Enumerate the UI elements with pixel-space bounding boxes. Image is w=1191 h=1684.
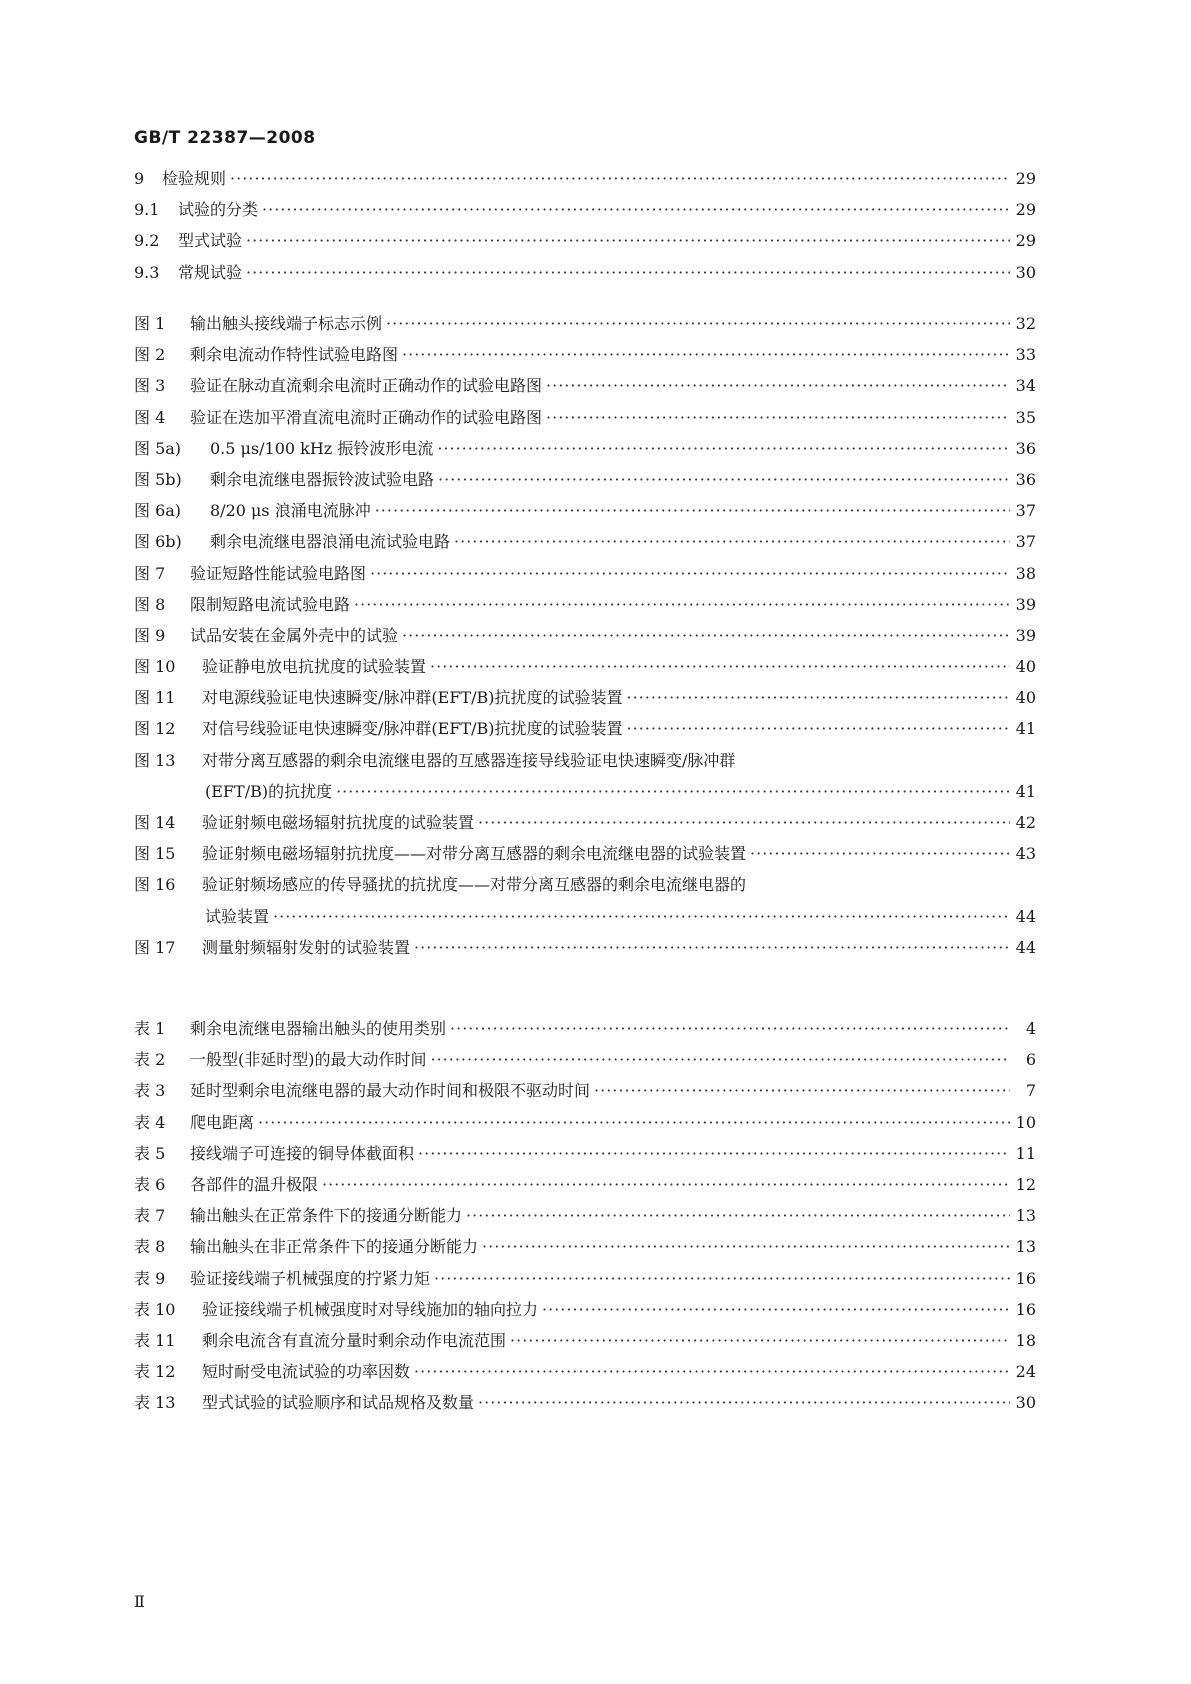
toc-entry[interactable]	[134, 498, 1036, 529]
entry-number: 图 2	[134, 345, 166, 365]
dot-leader	[246, 231, 1010, 250]
entry-page: 18	[1015, 1330, 1036, 1350]
entry-title: 验证在迭加平滑直流电流时正确动作的试验电路图	[190, 407, 543, 427]
entry-title-continuation: (EFT/B)的抗扰度	[205, 781, 333, 801]
entry-page: 10	[1015, 1112, 1036, 1132]
entry-page: 38	[1015, 563, 1036, 583]
toc-entry[interactable]	[134, 342, 1036, 373]
entry-page: 29	[1015, 200, 1036, 220]
entry-title: 验证接线端子机械强度时对导线施加的轴向拉力	[202, 1299, 539, 1319]
dot-leader	[431, 1050, 1011, 1069]
entry-title: 输出触头在非正常条件下的接通分断能力	[190, 1237, 479, 1257]
dot-leader	[510, 1331, 1010, 1350]
entry-title: 常规试验	[178, 262, 243, 282]
entry-title: 检验规则	[162, 169, 227, 188]
entry-number: 图 5a)	[134, 438, 182, 458]
entry-page: 13	[1015, 1237, 1036, 1257]
entry-page: 24	[1015, 1362, 1036, 1382]
entry-page: 40	[1015, 657, 1036, 677]
entry-number: 图 8	[134, 594, 166, 614]
toc-entry[interactable]	[134, 373, 1036, 404]
entry-page: 39	[1015, 594, 1036, 614]
entry-title: 限制短路电流试验电路	[190, 594, 351, 614]
entry-title: 一般型(非延时型)的最大动作时间	[190, 1050, 427, 1070]
entry-title: 试品安装在金属外壳中的试验	[190, 625, 399, 645]
entry-title: 对信号线验证电快速瞬变/脉冲群(EFT/B)抗扰度的试验装置	[202, 719, 623, 739]
dot-leader	[230, 169, 1010, 188]
entry-title: 型式试验	[178, 231, 243, 251]
dot-leader	[414, 1362, 1010, 1381]
dot-leader	[434, 1269, 1010, 1288]
entry-number: 表 2	[134, 1050, 166, 1070]
entry-page: 16	[1015, 1299, 1036, 1319]
dot-leader	[626, 719, 1010, 738]
toc-entry[interactable]	[134, 748, 1036, 779]
entry-number: 图 12	[134, 719, 176, 739]
toc-entry[interactable]	[134, 405, 1036, 436]
entry-title: 剩余电流继电器输出触头的使用类别	[190, 1019, 447, 1038]
dot-leader	[454, 532, 1010, 551]
toc-entry[interactable]	[134, 311, 1036, 342]
document-id: GB/T 22387—2008	[134, 128, 316, 148]
dot-leader	[626, 688, 1010, 707]
dot-leader	[546, 408, 1010, 427]
entry-number: 9	[134, 169, 145, 188]
toc-entry[interactable]	[134, 260, 1036, 291]
entry-page: 11	[1015, 1143, 1036, 1163]
entry-page: 35	[1015, 407, 1036, 427]
entry-number: 9.3	[134, 262, 160, 282]
entry-page: 16	[1015, 1268, 1036, 1288]
dot-leader	[402, 626, 1010, 645]
entry-page: 41	[1015, 781, 1036, 801]
entry-page: 43	[1015, 844, 1036, 864]
entry-page: 7	[1025, 1081, 1036, 1101]
toc-entry[interactable]	[134, 1359, 1036, 1390]
entry-title: 8/20 μs 浪涌电流脉冲	[210, 501, 371, 521]
entry-number: 图 11	[134, 688, 176, 708]
entry-title: 各部件的温升极限	[190, 1174, 319, 1194]
entry-number: 图 7	[134, 563, 166, 583]
entry-number: 表 8	[134, 1237, 166, 1257]
toc-tables	[134, 1016, 1036, 1421]
entry-title-continuation: 试验装置	[205, 906, 270, 926]
entry-number: 图 15	[134, 844, 176, 864]
dot-leader	[437, 439, 1010, 458]
entry-number: 图 16	[134, 875, 176, 895]
entry-number: 表 10	[134, 1299, 176, 1319]
dot-leader	[322, 1175, 1010, 1194]
entry-title: 型式试验的试验顺序和试品规格及数量	[202, 1393, 475, 1413]
toc-entry[interactable]	[134, 1110, 1036, 1141]
entry-page: 44	[1015, 906, 1036, 926]
entry-number: 图 17	[134, 937, 176, 957]
entry-title: 验证射频电磁场辐射抗扰度——对带分离互感器的剩余电流继电器的试验装置	[202, 844, 747, 864]
entry-page: 36	[1015, 438, 1036, 458]
entry-title: 验证接线端子机械强度的拧紧力矩	[190, 1268, 431, 1288]
entry-title: 验证短路性能试验电路图	[190, 563, 367, 583]
entry-number: 图 4	[134, 407, 166, 427]
page-folio: Ⅱ	[134, 1592, 145, 1611]
dot-leader	[546, 376, 1010, 395]
toc-entry[interactable]	[134, 561, 1036, 592]
entry-page: 29	[1015, 231, 1036, 251]
entry-title: 剩余电流继电器振铃波试验电路	[210, 469, 435, 489]
entry-title: 接线端子可连接的铜导体截面积	[190, 1143, 415, 1163]
toc-entry[interactable]	[134, 1203, 1036, 1234]
toc-entry[interactable]	[134, 1266, 1036, 1297]
toc-entry[interactable]	[134, 1172, 1036, 1203]
entry-number: 表 13	[134, 1393, 176, 1413]
entry-title: 输出触头接线端子标志示例	[190, 314, 383, 333]
toc-entry[interactable]	[134, 872, 1036, 903]
entry-title: 0.5 μs/100 kHz 振铃波形电流	[210, 438, 434, 458]
toc-chapters	[134, 166, 1036, 291]
toc-entry[interactable]	[134, 1234, 1036, 1265]
entry-number: 图 6b)	[134, 532, 182, 552]
dot-leader	[402, 345, 1010, 364]
entry-title: 验证静电放电抗扰度的试验装置	[202, 657, 427, 677]
entry-number: 图 9	[134, 625, 166, 645]
dot-leader	[478, 1393, 1010, 1412]
entry-title: 对电源线验证电快速瞬变/脉冲群(EFT/B)抗扰度的试验装置	[202, 688, 623, 708]
dot-leader	[273, 907, 1010, 926]
dot-leader	[438, 470, 1010, 489]
toc-entry[interactable]	[134, 1047, 1036, 1078]
entry-number: 表 3	[134, 1081, 166, 1101]
entry-number: 表 4	[134, 1112, 166, 1132]
toc-entry[interactable]	[134, 841, 1036, 872]
toc-entry[interactable]	[134, 1078, 1036, 1109]
toc-entry[interactable]	[134, 1141, 1036, 1172]
entry-title: 输出触头在正常条件下的接通分断能力	[190, 1206, 463, 1226]
entry-page: 42	[1015, 813, 1036, 832]
dot-leader	[370, 564, 1010, 583]
entry-page: 37	[1015, 501, 1036, 521]
entry-number: 表 1	[134, 1019, 166, 1038]
dot-leader	[482, 1237, 1010, 1256]
dot-leader	[466, 1206, 1010, 1225]
entry-page: 40	[1015, 688, 1036, 708]
toc-entry[interactable]	[134, 623, 1036, 654]
dot-leader	[246, 263, 1010, 282]
toc-entry[interactable]	[134, 467, 1036, 498]
toc-entry-continuation[interactable]	[134, 779, 1036, 810]
toc-entry[interactable]	[134, 1016, 1036, 1047]
entry-number: 图 10	[134, 657, 176, 677]
entry-title: 测量射频辐射发射的试验装置	[202, 937, 411, 957]
toc-entry[interactable]	[134, 529, 1036, 560]
dot-leader	[414, 938, 1010, 957]
dot-leader	[450, 1019, 1010, 1038]
dot-leader	[375, 501, 1010, 520]
entry-page: 32	[1015, 314, 1036, 333]
dot-leader	[336, 782, 1010, 801]
toc-entry[interactable]	[134, 1390, 1036, 1421]
toc-entry[interactable]	[134, 716, 1036, 747]
entry-number: 图 1	[134, 314, 166, 333]
entry-page: 6	[1025, 1050, 1036, 1070]
entry-number: 表 5	[134, 1143, 166, 1163]
entry-number: 表 9	[134, 1268, 166, 1288]
toc-entry[interactable]	[134, 197, 1036, 228]
toc-entry[interactable]	[134, 654, 1036, 685]
dot-leader	[750, 844, 1010, 863]
entry-page: 41	[1015, 719, 1036, 739]
entry-page: 33	[1015, 345, 1036, 365]
entry-title: 验证射频场感应的传导骚扰的抗扰度——对带分离互感器的剩余电流继电器的	[202, 875, 747, 895]
toc-entry-continuation[interactable]	[134, 904, 1036, 935]
entry-title: 试验的分类	[178, 200, 259, 220]
entry-number: 图 5b)	[134, 469, 182, 489]
entry-number: 表 7	[134, 1206, 166, 1226]
entry-number: 图 14	[134, 813, 176, 832]
entry-title: 爬电距离	[190, 1112, 255, 1132]
entry-page: 39	[1015, 625, 1036, 645]
entry-title: 剩余电流动作特性试验电路图	[190, 345, 399, 365]
dot-leader	[542, 1300, 1010, 1319]
dot-leader	[386, 314, 1010, 333]
entry-title: 剩余电流含有直流分量时剩余动作电流范围	[202, 1330, 507, 1350]
toc-entry[interactable]	[134, 1297, 1036, 1328]
entry-number: 表 6	[134, 1174, 166, 1194]
entry-number: 9.2	[134, 231, 160, 251]
dot-leader	[354, 595, 1010, 614]
entry-title: 剩余电流继电器浪涌电流试验电路	[210, 532, 451, 552]
toc-entry[interactable]	[134, 592, 1036, 623]
dot-leader	[478, 813, 1010, 832]
toc-entry[interactable]	[134, 935, 1036, 966]
entry-title: 验证在脉动直流剩余电流时正确动作的试验电路图	[190, 376, 543, 396]
entry-number: 表 11	[134, 1330, 176, 1350]
entry-number: 9.1	[134, 200, 160, 220]
toc-entry[interactable]	[134, 685, 1036, 716]
entry-number: 图 13	[134, 750, 176, 770]
toc-entry[interactable]	[134, 1328, 1036, 1359]
entry-page: 37	[1015, 532, 1036, 552]
toc-entry[interactable]	[134, 810, 1036, 841]
entry-page: 30	[1015, 1393, 1036, 1413]
dot-leader	[430, 657, 1010, 676]
dot-leader	[418, 1144, 1010, 1163]
entry-page: 44	[1015, 937, 1036, 957]
dot-leader	[258, 1113, 1010, 1132]
entry-page: 13	[1015, 1206, 1036, 1226]
entry-number: 图 6a)	[134, 501, 182, 521]
entry-title: 延时型剩余电流继电器的最大动作时间和极限不驱动时间	[190, 1081, 591, 1101]
entry-page: 4	[1025, 1019, 1036, 1038]
entry-title: 对带分离互感器的剩余电流继电器的互感器连接导线验证电快速瞬变/脉冲群	[202, 750, 736, 770]
entry-title: 验证射频电磁场辐射抗扰度的试验装置	[202, 813, 475, 832]
toc-entry[interactable]	[134, 436, 1036, 467]
entry-page: 30	[1015, 262, 1036, 282]
dot-leader	[594, 1081, 1010, 1100]
toc-figures	[134, 311, 1036, 966]
entry-page: 36	[1015, 469, 1036, 489]
entry-page: 34	[1015, 376, 1036, 396]
toc-entry[interactable]	[134, 228, 1036, 259]
entry-page: 29	[1015, 169, 1036, 188]
entry-number: 表 12	[134, 1362, 176, 1382]
toc-entry[interactable]	[134, 166, 1036, 197]
entry-number: 图 3	[134, 376, 166, 396]
dot-leader	[262, 200, 1010, 219]
entry-page: 12	[1015, 1174, 1036, 1194]
entry-title: 短时耐受电流试验的功率因数	[202, 1362, 411, 1382]
